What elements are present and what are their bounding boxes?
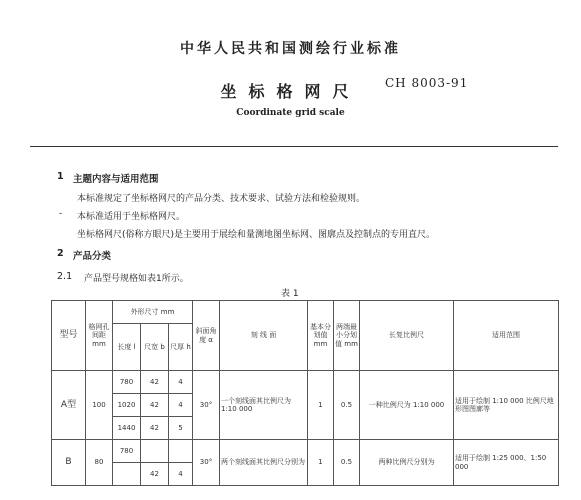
industry-standard-header: 中华人民共和国测绘行业标准 — [180, 41, 401, 57]
cell-scale-ratio-b: 两种比例尺分别为 — [360, 440, 454, 486]
header-outer-size: 外形尺寸 mm — [113, 301, 193, 324]
cell-length — [113, 463, 141, 486]
cell-thickness — [169, 440, 193, 463]
header-scale-face: 刻 线 面 — [220, 301, 308, 371]
cell-model-a: A型 — [52, 371, 86, 440]
cell-length: 1020 — [113, 394, 141, 417]
cell-length: 780 — [113, 440, 141, 463]
table-header-row — [52, 301, 559, 324]
section-2-1-number: 2.1 — [57, 271, 73, 282]
section-2-1-text: 产品型号规格如表1所示。 — [84, 274, 189, 284]
table-caption: 表 1 — [281, 289, 299, 299]
cell-bevel-angle-b: 30° — [193, 440, 220, 486]
section-2-number: 2 — [57, 248, 64, 259]
cell-width — [141, 440, 169, 463]
cell-width: 42 — [141, 394, 169, 417]
cell-width: 42 — [141, 371, 169, 394]
header-model: 型号 — [52, 301, 86, 371]
header-grid-distance: 格网孔间距 mm — [86, 301, 113, 371]
cell-width: 42 — [141, 417, 169, 440]
standard-code: CH 8003-91 — [385, 76, 469, 90]
header-application: 适用范围 — [454, 301, 559, 371]
cell-length: 1440 — [113, 417, 141, 440]
table-row — [52, 371, 559, 394]
section-1-number: 1 — [57, 171, 64, 182]
cell-application-a: 适用于绘制 1:10 000 比例尺地形图图廓等 — [454, 371, 559, 440]
cell-length: 780 — [113, 371, 141, 394]
header-divider — [30, 146, 558, 147]
cell-scale-face-b: 两个刻线面其比例尺分别为 — [220, 440, 308, 486]
margin-dash: - — [59, 209, 63, 219]
cell-thickness: 4 — [169, 463, 193, 486]
cell-grid-distance-a: 100 — [86, 371, 113, 440]
cell-thickness: 4 — [169, 371, 193, 394]
cell-thickness: 5 — [169, 417, 193, 440]
document-title: 坐标格网尺 — [220, 82, 361, 101]
header-bevel-angle: 斜面角度 α — [193, 301, 220, 371]
cell-width: 42 — [141, 463, 169, 486]
cell-scale-ratio-a: 一种比例尺为 1:10 000 — [360, 371, 454, 440]
spec-table — [51, 300, 559, 486]
header-width: 尺宽 b — [141, 324, 169, 371]
header-end-division: 两端最小分划值 mm — [334, 301, 360, 371]
cell-base-division-a: 1 — [308, 371, 334, 440]
section-1-paragraph-1: 本标准规定了坐标格网尺的产品分类、技术要求、试验方法和检验规则。 — [77, 194, 366, 204]
cell-base-division-b: 1 — [308, 440, 334, 486]
section-1-title: 主题内容与适用范围 — [73, 174, 159, 185]
cell-application-b: 适用于绘制 1:25 000、1:50 000 — [454, 440, 559, 486]
cell-end-division-b: 0.5 — [334, 440, 360, 486]
section-1-paragraph-3: 坐标格网尺(俗称方眼尺)是主要用于展绘和量测地图坐标网、图廓点及控制点的专用直尺。 — [77, 230, 436, 240]
cell-grid-distance-b: 80 — [86, 440, 113, 486]
header-length: 长度 l — [113, 324, 141, 371]
section-2-title: 产品分类 — [73, 251, 112, 262]
header-thickness: 尺厚 h — [169, 324, 193, 371]
header-base-division: 基本分划值 mm — [308, 301, 334, 371]
cell-model-b: B — [52, 440, 86, 486]
cell-scale-face-a: 一个刻线面其比例尺为 1:10 000 — [220, 371, 308, 440]
header-scale-ratio: 长复比例尺 — [360, 301, 454, 371]
cell-bevel-angle-a: 30° — [193, 371, 220, 440]
cell-end-division-a: 0.5 — [334, 371, 360, 440]
section-1-paragraph-2: 本标准适用于坐标格网尺。 — [77, 212, 186, 222]
table-row — [52, 440, 559, 463]
cell-thickness: 4 — [169, 394, 193, 417]
english-title: Coordinate grid scale — [236, 108, 345, 118]
